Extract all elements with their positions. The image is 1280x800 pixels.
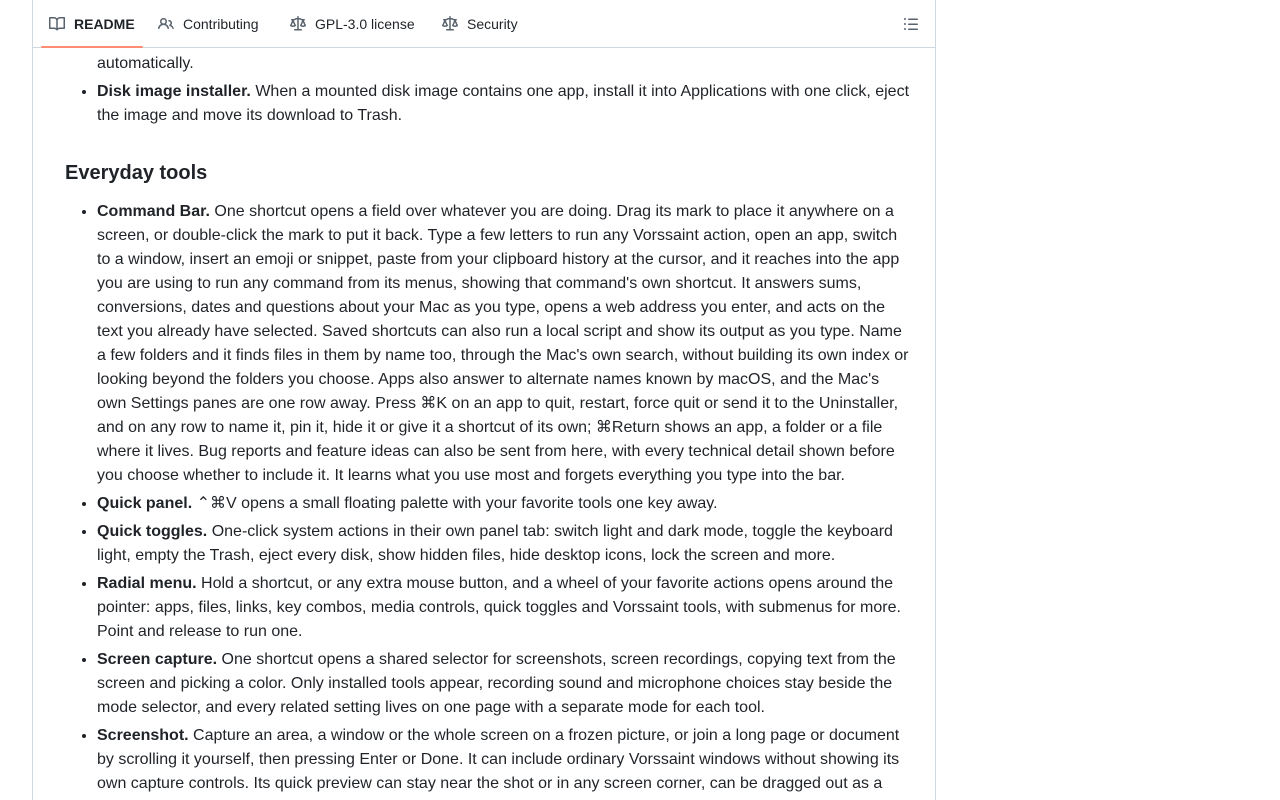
item-term: Disk image installer. bbox=[97, 83, 251, 100]
outline-button[interactable] bbox=[903, 16, 919, 32]
list-item bbox=[97, 200, 911, 488]
item-term: Command Bar. bbox=[97, 203, 210, 220]
tab-license[interactable] bbox=[290, 0, 415, 47]
item-text: One shortcut opens a field over whatever you are doing. Drag its mark to place it anywhere on a screen, or double-click the mark to put it back. Type a few letters to run any Vorssaint action, open an app, switch to a window, insert an emoji or snippet, paste from your clipboard history at the cursor, and it reaches into the app you are using to run any command from its menus, showing that command's own shortcut. It answers sums, conversions, dates and questions about your Mac as you type, opens a web address you enter, and acts on the text you already have selected. Saved shortcuts can also run a local script and show its output as you type. Name a few folders and it finds files in them by name too, through the Mac's own search, without building its own index or looking beyond the folders you choose. Apps also answer to alternate names known by macOS, and the Mac's own Settings panes are one row away. Press ⌘K on an app to quit, restart, force quit or send it to the Uninstaller, and on any row to name it, pin it, hide it or give it a shortcut of its own; ⌘Return shows an app, a folder or a file where it lives. Bug reports and feature ideas can also be sent from here, with every technical detail shown before you choose whether to include it. It learns what you use most and forgets everything you type into the bar. bbox=[97, 203, 909, 484]
readme-tab-bar bbox=[33, 0, 935, 48]
tab-contributing-label: Contributing bbox=[183, 15, 259, 32]
item-text: One shortcut opens a shared selector for screenshots, screen recordings, copying text from the screen and picking a color. Only installed tools appear, recording sound and microphone choices stay beside the mode selector, and every related setting lives on one page with a separate mode for each tool. bbox=[97, 651, 896, 716]
people-icon bbox=[158, 16, 174, 32]
item-term: Quick toggles. bbox=[97, 523, 208, 540]
readme-content bbox=[65, 28, 911, 800]
item-term: Screen capture. bbox=[97, 651, 218, 668]
tab-security[interactable] bbox=[442, 0, 518, 47]
list-item bbox=[97, 80, 911, 128]
list-item bbox=[97, 648, 911, 720]
list-item bbox=[97, 724, 911, 796]
tab-security-label: Security bbox=[467, 15, 518, 32]
readme-panel bbox=[32, 0, 936, 800]
item-term: Radial menu. bbox=[97, 575, 197, 592]
book-icon bbox=[49, 16, 65, 32]
list-item bbox=[97, 572, 911, 644]
item-text: Hold a shortcut, or any extra mouse button, and a wheel of your favorite actions opens around the pointer: apps, files, links, key combos, media controls, quick toggles and Vorssaint tools, with submenus for more. Point and release to run one. bbox=[97, 575, 901, 640]
item-text: automatically. bbox=[97, 55, 194, 72]
item-term: Screenshot. bbox=[97, 727, 189, 744]
tab-readme[interactable] bbox=[49, 0, 135, 47]
item-text: One-click system actions in their own panel tab: switch light and dark mode, toggle the keyboard light, empty the Trash, eject every disk, show hidden files, hide desktop icons, lock the screen and more. bbox=[97, 523, 893, 564]
tab-license-label: GPL-3.0 license bbox=[315, 15, 415, 32]
item-text: When a mounted disk image contains one app, install it into Applications with one click, eject the image and move its download to Trash. bbox=[97, 83, 910, 124]
list-item bbox=[97, 520, 911, 568]
item-term: Quick panel. bbox=[97, 495, 193, 512]
list-item bbox=[97, 492, 911, 516]
tab-contributing[interactable] bbox=[158, 0, 259, 47]
tools-list bbox=[65, 200, 911, 796]
tab-readme-label: README bbox=[74, 15, 135, 32]
item-text: ⌃⌘V opens a small floating palette with your favorite tools one key away. bbox=[196, 495, 718, 512]
list-unordered-icon bbox=[903, 19, 919, 36]
law-icon bbox=[442, 16, 458, 32]
item-text: Capture an area, a window or the whole screen on a frozen picture, or join a long page or document by scrolling it yourself, then pressing Enter or Done. It can include ordinary Vorssaint windows without showing its own capture controls. Its quick preview can stay near the shot or in any screen corner, can be dragged out as a bbox=[97, 727, 900, 792]
law-icon bbox=[290, 16, 306, 32]
section-heading: Everyday tools bbox=[65, 162, 208, 184]
